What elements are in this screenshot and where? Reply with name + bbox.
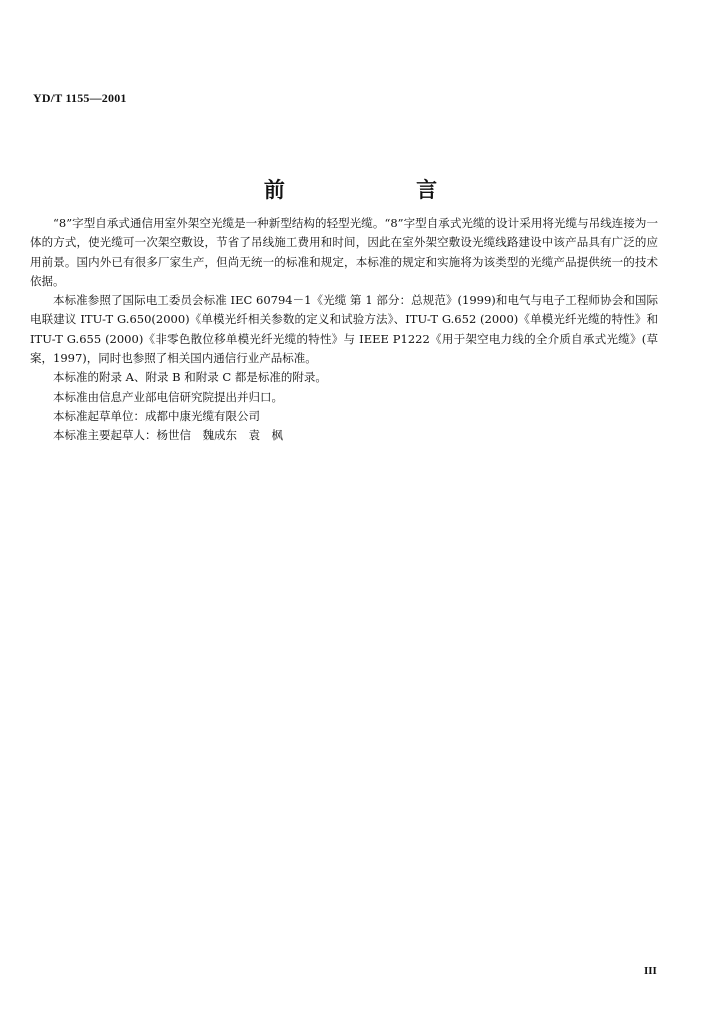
page-title: 前 言 [263, 178, 500, 202]
preface-body [30, 214, 658, 446]
paragraph-intro: “8”字型自承式通信用室外架空光缆是一种新型结构的轻型光缆。“8”字型自承式光缆的设计采用将光缆与吊线连接为一体的方式，使光缆可一次架空敷设，节省了吊线施工费用和时间，因此在室外架空敷设光缆线路建设中该产品具有广泛的应用前景。国内外已有很多厂家生产，但尚无统一的标准和规定，本标准的规定和实施将为该类型的光缆产品提供统一的技术依据。 [30, 216, 658, 288]
standard-code: YD/T 1155—2001 [33, 91, 127, 105]
paragraph-drafters: 本标准主要起草人：杨世信 魏成东 袁 枫 [53, 428, 283, 443]
paragraph-references: 本标准参照了国际电工委员会标准 IEC 60794－1《光缆 第 1 部分：总规范》(1999)和电气与电子工程师协会和国际电联建议 ITU-T G.650(2000)《单模光纤相关参数的定义和试验方法》、ITU-T G.652 (2000)《单模光纤光缆的特性》和 ITU-T G.655 (2000)《非零色散位移单模光纤光缆的特性》与 IEEE P1222《用于架空电力线的全介质自承式光缆》(草案，1997)，同时也参照了相关国内通信行业产品标准。 [30, 293, 658, 366]
page-number: III [644, 965, 657, 977]
paragraph-drafting-unit: 本标准起草单位：成都中康光缆有限公司 [53, 408, 260, 423]
paragraph-proposer: 本标准由信息产业部电信研究院提出并归口。 [53, 389, 283, 404]
paragraph-appendix: 本标准的附录 A、附录 B 和附录 C 都是标准的附录。 [53, 370, 327, 385]
